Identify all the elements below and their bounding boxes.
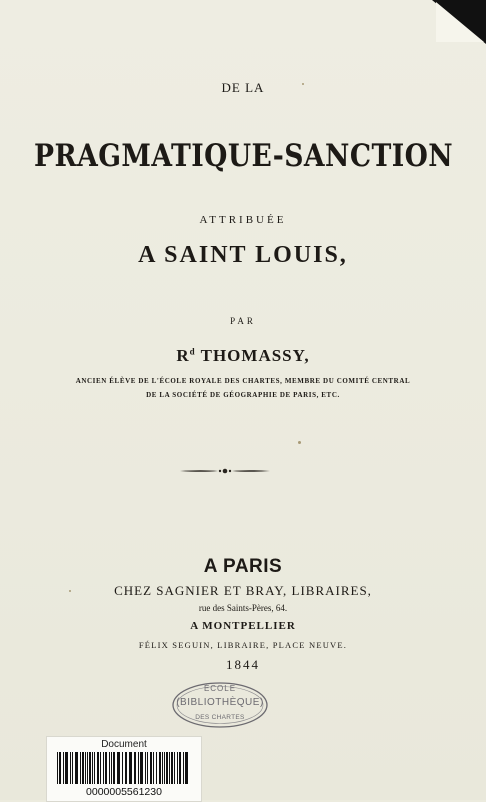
library-stamp — [170, 680, 270, 730]
barcode-label — [46, 736, 202, 802]
barcode-bar — [72, 752, 73, 784]
paper-speck — [298, 441, 301, 444]
barcode-bar — [145, 752, 146, 784]
paper-speck — [69, 590, 71, 592]
barcode-bar — [100, 752, 101, 784]
imprint-bookseller: FÉLIX SEGUIN, LIBRAIRE, PLACE NEUVE. — [138, 640, 348, 650]
author-credentials-line-1: ANCIEN ÉLÈVE DE L'ÉCOLE ROYALE DES CHARTES, MEMBRE DU COMITÉ CENTRAL — [75, 377, 411, 385]
barcode-bar — [179, 752, 181, 784]
barcode-bar — [164, 752, 165, 784]
barcode-bar — [92, 752, 93, 784]
author-surname: THOMASSY, — [195, 346, 310, 365]
barcode-bar — [94, 752, 95, 784]
barcode-bar — [82, 752, 84, 784]
author-name — [0, 346, 486, 366]
barcode-number: 0000005561230 — [86, 786, 162, 798]
barcode-bar — [156, 752, 157, 784]
barcode-bar — [162, 752, 163, 784]
publication-year: 1844 — [226, 657, 260, 672]
stamp-middle-text: (BIBLIOTHÈQUE) — [176, 697, 264, 708]
barcode-bar — [140, 752, 143, 784]
main-title: PRAGMATIQUE-SANCTION — [34, 138, 454, 174]
barcode-bar — [159, 752, 161, 784]
barcode-bar — [166, 752, 168, 784]
barcode-bar — [177, 752, 178, 784]
barcode-bar — [80, 752, 81, 784]
barcode-bar — [113, 752, 115, 784]
barcode-bar — [97, 752, 99, 784]
barcode-bar — [89, 752, 91, 784]
imprint-address: rue des Saints-Pères, 64. — [198, 603, 288, 613]
barcode-bar — [122, 752, 123, 784]
barcode-bar — [70, 752, 71, 784]
barcode-bar — [134, 752, 136, 784]
barcode-title: Document — [101, 739, 147, 750]
barcode-bar — [109, 752, 110, 784]
barcode-bar — [57, 752, 58, 784]
author-superscript: d — [189, 346, 196, 357]
barcode-bar — [185, 752, 188, 784]
stamp-top-text: ÉCOLE — [203, 684, 237, 693]
imprint-city-2: A MONTPELLIER — [190, 620, 296, 632]
barcode-bar — [103, 752, 104, 784]
barcode-bar — [129, 752, 132, 784]
barcode-bar — [59, 752, 61, 784]
paper-speck — [302, 83, 304, 85]
barcode-bar — [111, 752, 112, 784]
barcode-bar — [153, 752, 154, 784]
folded-page-corner — [436, 2, 484, 42]
barcode-bar — [150, 752, 152, 784]
barcode-bar — [138, 752, 139, 784]
barcode-bar — [75, 752, 78, 784]
barcode-bar — [87, 752, 88, 784]
stamp-bottom-text: DES CHARTES — [195, 714, 245, 721]
subject-line: A SAINT LOUIS, — [138, 242, 348, 268]
barcode-bar — [63, 752, 64, 784]
barcode-bar — [183, 752, 184, 784]
by-label: PAR — [230, 316, 256, 326]
barcode-bar — [174, 752, 175, 784]
barcode-bar — [171, 752, 173, 784]
barcode-bar — [147, 752, 148, 784]
barcode-bar — [125, 752, 127, 784]
barcode-bar — [169, 752, 170, 784]
barcode-bar — [105, 752, 107, 784]
barcode-bar — [117, 752, 120, 784]
barcode-bar — [65, 752, 68, 784]
barcode-bars — [57, 752, 191, 784]
title-prefix: DE LA — [221, 80, 265, 95]
attributed-label: ATTRIBUÉE — [199, 214, 287, 226]
imprint-city: A PARIS — [203, 556, 283, 577]
imprint-publisher: CHEZ SAGNIER ET BRAY, LIBRAIRES, — [114, 583, 372, 598]
ornamental-rule — [180, 466, 270, 476]
author-initial: R — [176, 346, 190, 365]
author-credentials-line-2: DE LA SOCIÉTÉ DE GÉOGRAPHIE DE PARIS, ETC. — [146, 391, 340, 399]
barcode-bar — [85, 752, 86, 784]
